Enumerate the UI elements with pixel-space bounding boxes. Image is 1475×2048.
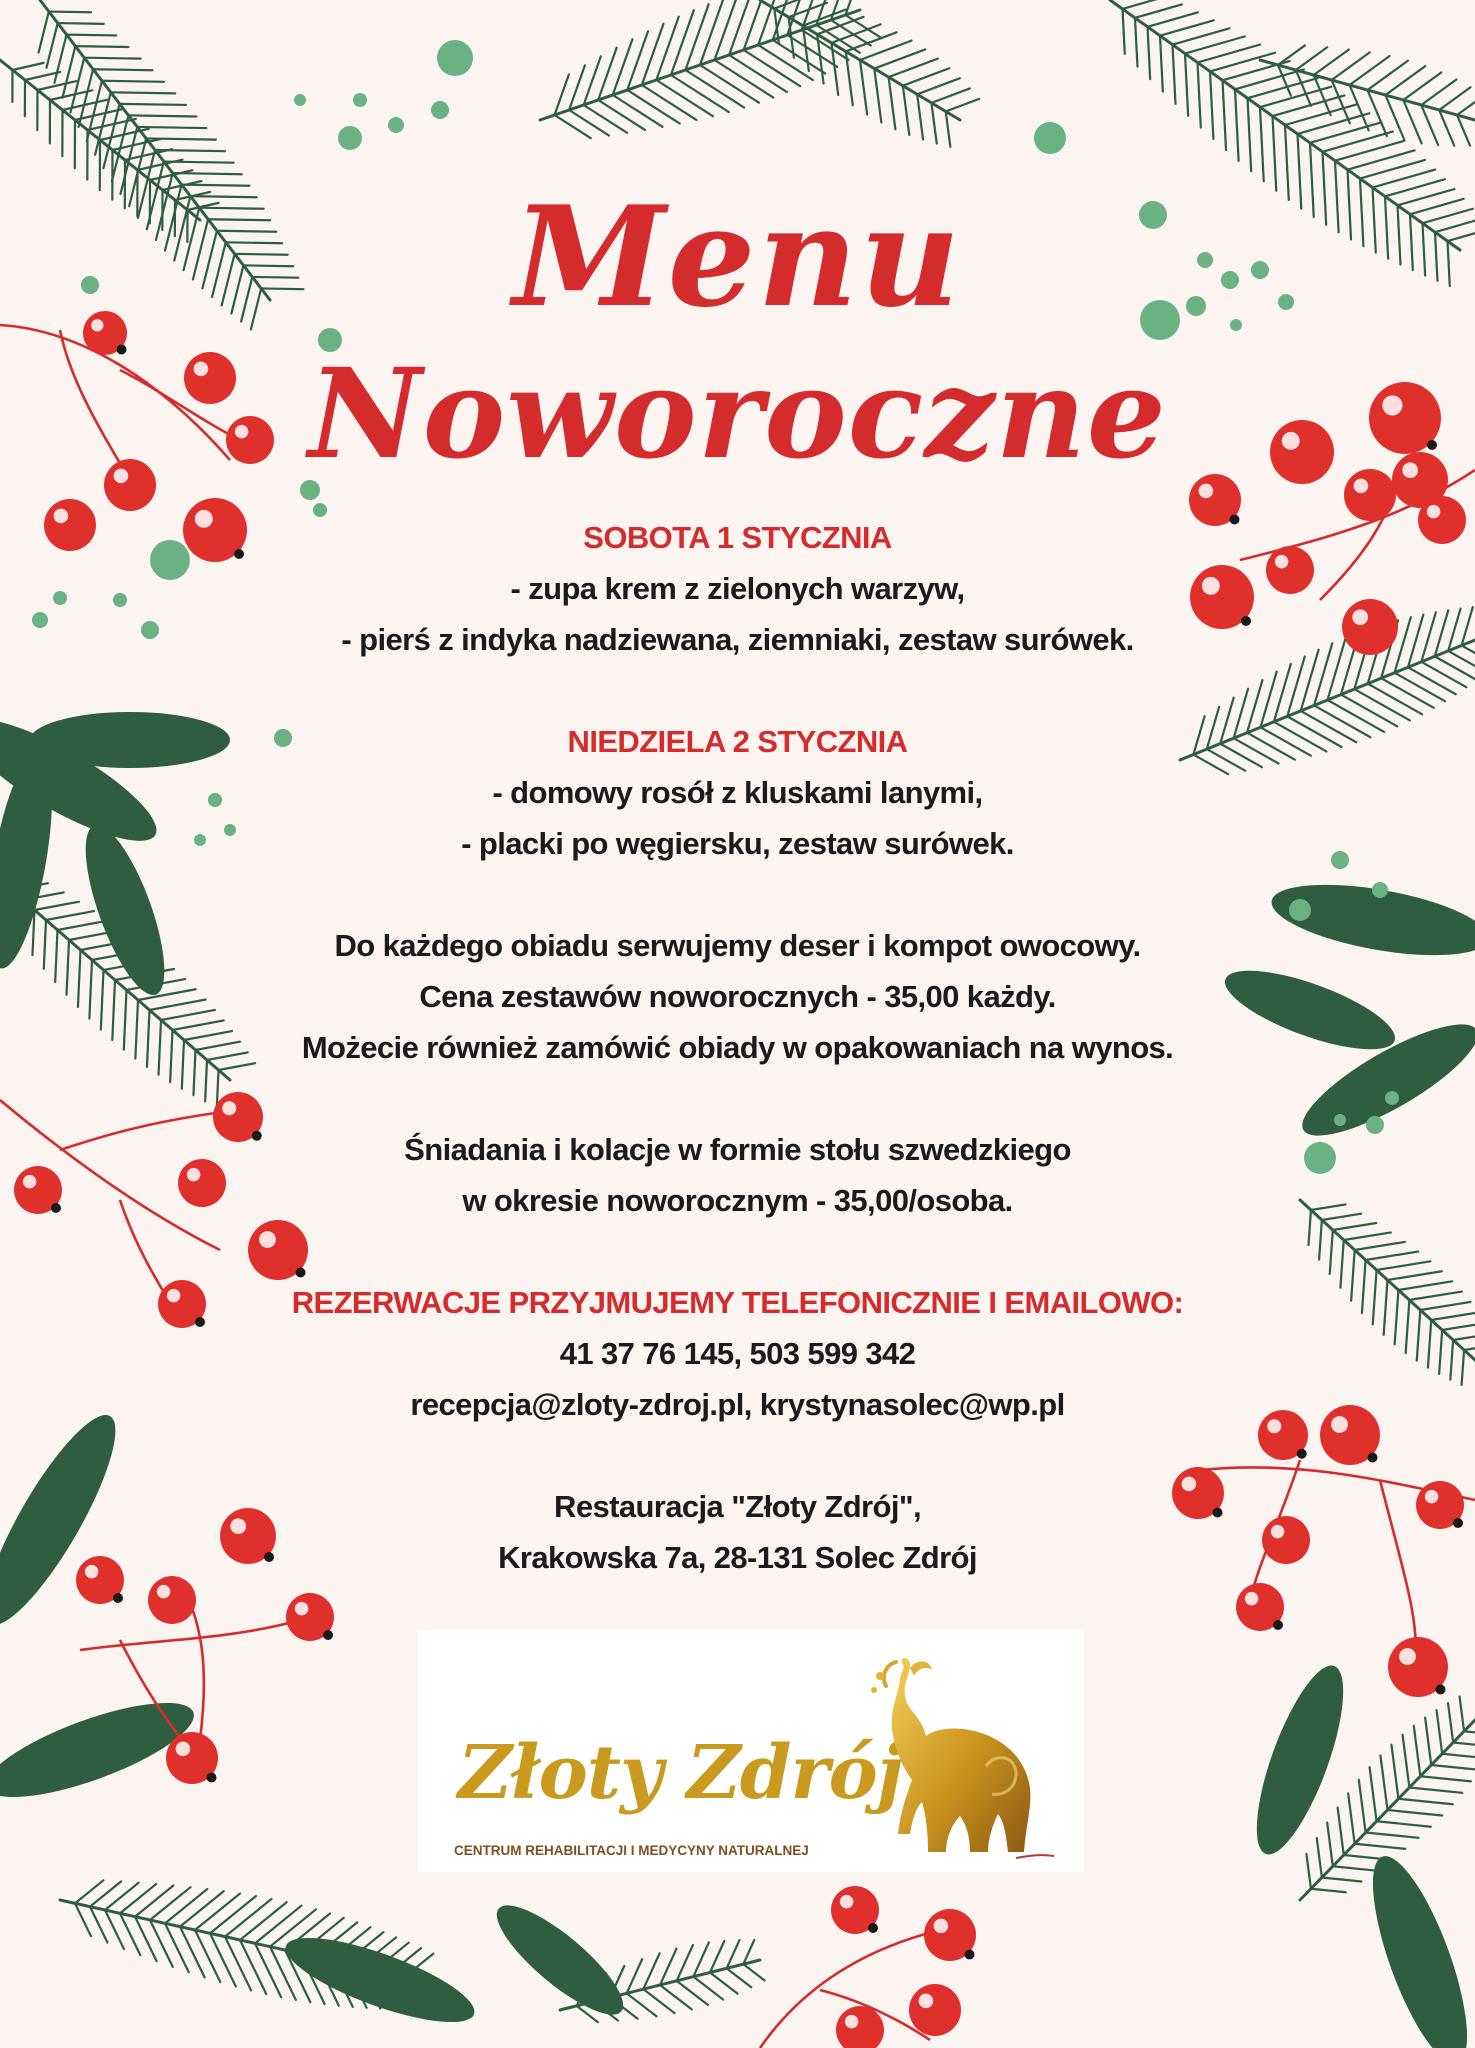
- info-takeaway: Możecie również zamówić obiady w opakowaniach na wynos.: [301, 1030, 1174, 1065]
- info-dessert: Do każdego obiadu serwujemy deser i kompot owocowy.: [334, 928, 1141, 963]
- sunday-heading: NIEDZIELA 2 STYCZNIA: [567, 724, 908, 759]
- breakfast-line-1: Śniadania i kolacje w formie stołu szwedzkiego: [404, 1132, 1071, 1167]
- sunday-item-2: - placki po węgiersku, zestaw surówek.: [461, 826, 1014, 861]
- info-price: Cena zestawów noworocznych - 35,00 każdy.: [419, 979, 1056, 1014]
- address-line-1: Restauracja "Złoty Zdrój",: [554, 1489, 921, 1524]
- saturday-item-2: - pierś z indyka nadziewana, ziemniaki, zestaw surówek.: [341, 622, 1134, 657]
- saturday-item-1: - zupa krem z zielonych warzyw,: [510, 571, 965, 606]
- elephant-icon: [866, 1656, 1056, 1861]
- logo-subtitle: CENTRUM REHABILITACJI I MEDYCYNY NATURALNEJ: [454, 1843, 809, 1858]
- menu-content: [200, 512, 1275, 1583]
- logo-box: [418, 1630, 1084, 1872]
- logo-name: Złoty Zdrój: [458, 1730, 903, 1816]
- reservation-heading: REZERWACJE PRZYJMUJEMY TELEFONICZNIE I EMAILOWO:: [291, 1285, 1184, 1320]
- saturday-heading: SOBOTA 1 STYCZNIA: [583, 520, 892, 555]
- title-line-2: Noworoczne: [308, 342, 1167, 487]
- reservation-phones: 41 37 76 145, 503 599 342: [559, 1336, 916, 1371]
- reservation-emails: recepcja@zloty-zdroj.pl, krystynasolec@wp.pl: [410, 1387, 1065, 1422]
- sunday-item-1: - domowy rosół z kluskami lanymi,: [492, 775, 983, 810]
- address-line-2: Krakowska 7a, 28-131 Solec Zdrój: [498, 1540, 977, 1575]
- breakfast-line-2: w okresie noworocznym - 35,00/osoba.: [462, 1183, 1013, 1218]
- title-line-1: Menu: [512, 175, 963, 338]
